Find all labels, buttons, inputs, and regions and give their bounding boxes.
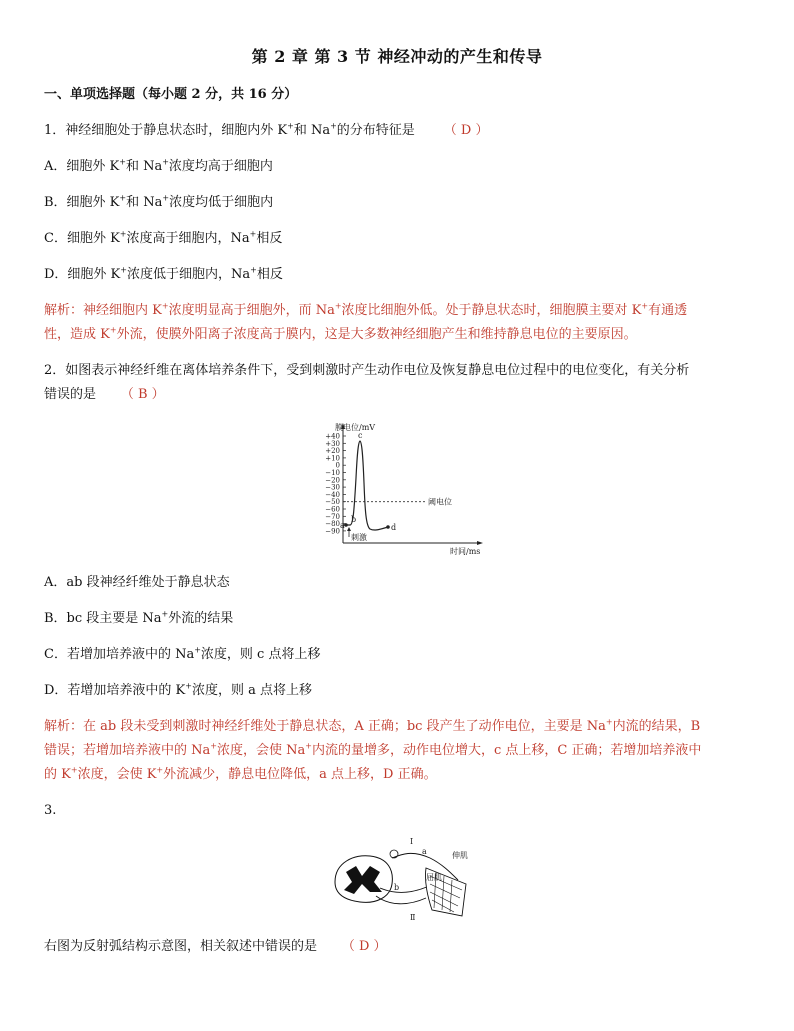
q2-explanation-line2: 错误；若增加培养液中的 Na+浓度，会使 Na+内流的量增多，动作电位增大，c 点上移，C 正确；若增加培养液中 [44, 741, 702, 758]
y-tick-label: −20 [325, 476, 340, 485]
point-label-d: d [391, 523, 397, 532]
point-d-dot [386, 525, 390, 529]
label-b: b [394, 883, 400, 892]
q3-answer: （ D ） [341, 939, 387, 954]
y-tick-label: −90 [325, 527, 340, 536]
y-tick-label: −60 [325, 505, 340, 514]
y-axis-label: 膜电位/mV [335, 423, 376, 432]
q2-explanation-line1: 解析：在 ab 段未受到刺激时神经纤维处于静息状态，A 正确；bc 段产生了动作电位，主要是 Na+内流的结果，B [44, 717, 701, 734]
y-tick-label: +30 [325, 439, 340, 448]
label-flexor: 屈肌 [426, 873, 442, 882]
afferent-nerve [392, 853, 458, 880]
stimulus-label: 刺激 [351, 533, 367, 542]
q2-stem-line1: 2．如图表示神经纤维在离体培养条件下，受到刺激时产生动作电位及恢复静息电位过程中的电位变化，有关分析 [44, 363, 690, 378]
q2-option-c: C．若增加培养液中的 Na+浓度，则 c 点将上移 [44, 645, 321, 662]
y-tick-label: +40 [325, 432, 340, 441]
label-roman-2: Ⅱ [410, 913, 416, 922]
y-tick-label: +20 [325, 447, 340, 456]
section-heading: 一、单项选择题（每小题 2 分，共 16 分） [44, 87, 298, 102]
q1-explanation-line2: 性，造成 K+外流，使膜外阳离子浓度高于膜内，这是大多数神经细胞产生和维持静息电位的主要原因。 [44, 325, 637, 342]
point-label-c: c [358, 431, 363, 440]
page-title: 第 2 章 第 3 节 神经冲动的产生和传导 [251, 47, 543, 66]
q2-answer: （ B ） [120, 387, 165, 402]
q3-stem: 右图为反射弧结构示意图，相关叙述中错误的是 （ D ） [44, 939, 387, 954]
y-tick-label: −30 [325, 483, 340, 492]
x-axis-label: 时间/ms [450, 547, 481, 556]
threshold-label: 阈电位 [428, 497, 452, 507]
label-a: a [422, 847, 427, 856]
q2-stem-line2: 错误的是 （ B ） [44, 387, 165, 402]
q1-option-b: B．细胞外 K+和 Na+浓度均低于细胞内 [44, 193, 274, 210]
y-tick-label: −80 [325, 520, 340, 529]
reflex-arc-diagram [330, 832, 470, 922]
y-tick-label: −70 [325, 512, 340, 521]
q3-number: 3. [44, 803, 57, 818]
q1-option-c: C．细胞外 K+浓度高于细胞内，Na+相反 [44, 229, 283, 246]
q1-explanation-line1: 解析：神经细胞内 K+浓度明显高于细胞外，而 Na+浓度比细胞外低。处于静息状态时，细胞膜主要对 K+有通透 [44, 301, 688, 318]
q1-option-a: A．细胞外 K+和 Na+浓度均高于细胞内 [44, 157, 273, 174]
y-tick-label: −50 [325, 498, 340, 507]
q1-answer: （ D ） [443, 123, 489, 138]
q2-explanation-line3: 的 K+浓度，会使 K+外流减少，静息电位降低，a 点上移，D 正确。 [44, 765, 437, 782]
q1-option-d: D．细胞外 K+浓度低于细胞内，Na+相反 [44, 265, 283, 282]
y-tick-label: −10 [325, 469, 340, 477]
potential-curve [343, 441, 388, 530]
q2-option-d: D．若增加培养液中的 K+浓度，则 a 点将上移 [44, 681, 312, 698]
y-tick-label: 0 [335, 461, 340, 470]
y-tick-label: −40 [325, 490, 340, 499]
label-roman-1: Ⅰ [410, 837, 414, 846]
q2-option-b: B．bc 段主要是 Na+外流的结果 [44, 609, 234, 626]
q1-stem: 1．神经细胞处于静息状态时，细胞内外 K+和 Na+的分布特征是 （ D ） [44, 121, 489, 138]
y-tick-label: +10 [325, 454, 340, 463]
q2-option-a: A．ab 段神经纤维处于静息状态 [44, 575, 230, 590]
point-label-a: a [340, 521, 345, 530]
membrane-potential-chart [300, 418, 500, 558]
point-label-b: b [351, 515, 357, 524]
label-extensor: 伸肌 [452, 851, 468, 860]
